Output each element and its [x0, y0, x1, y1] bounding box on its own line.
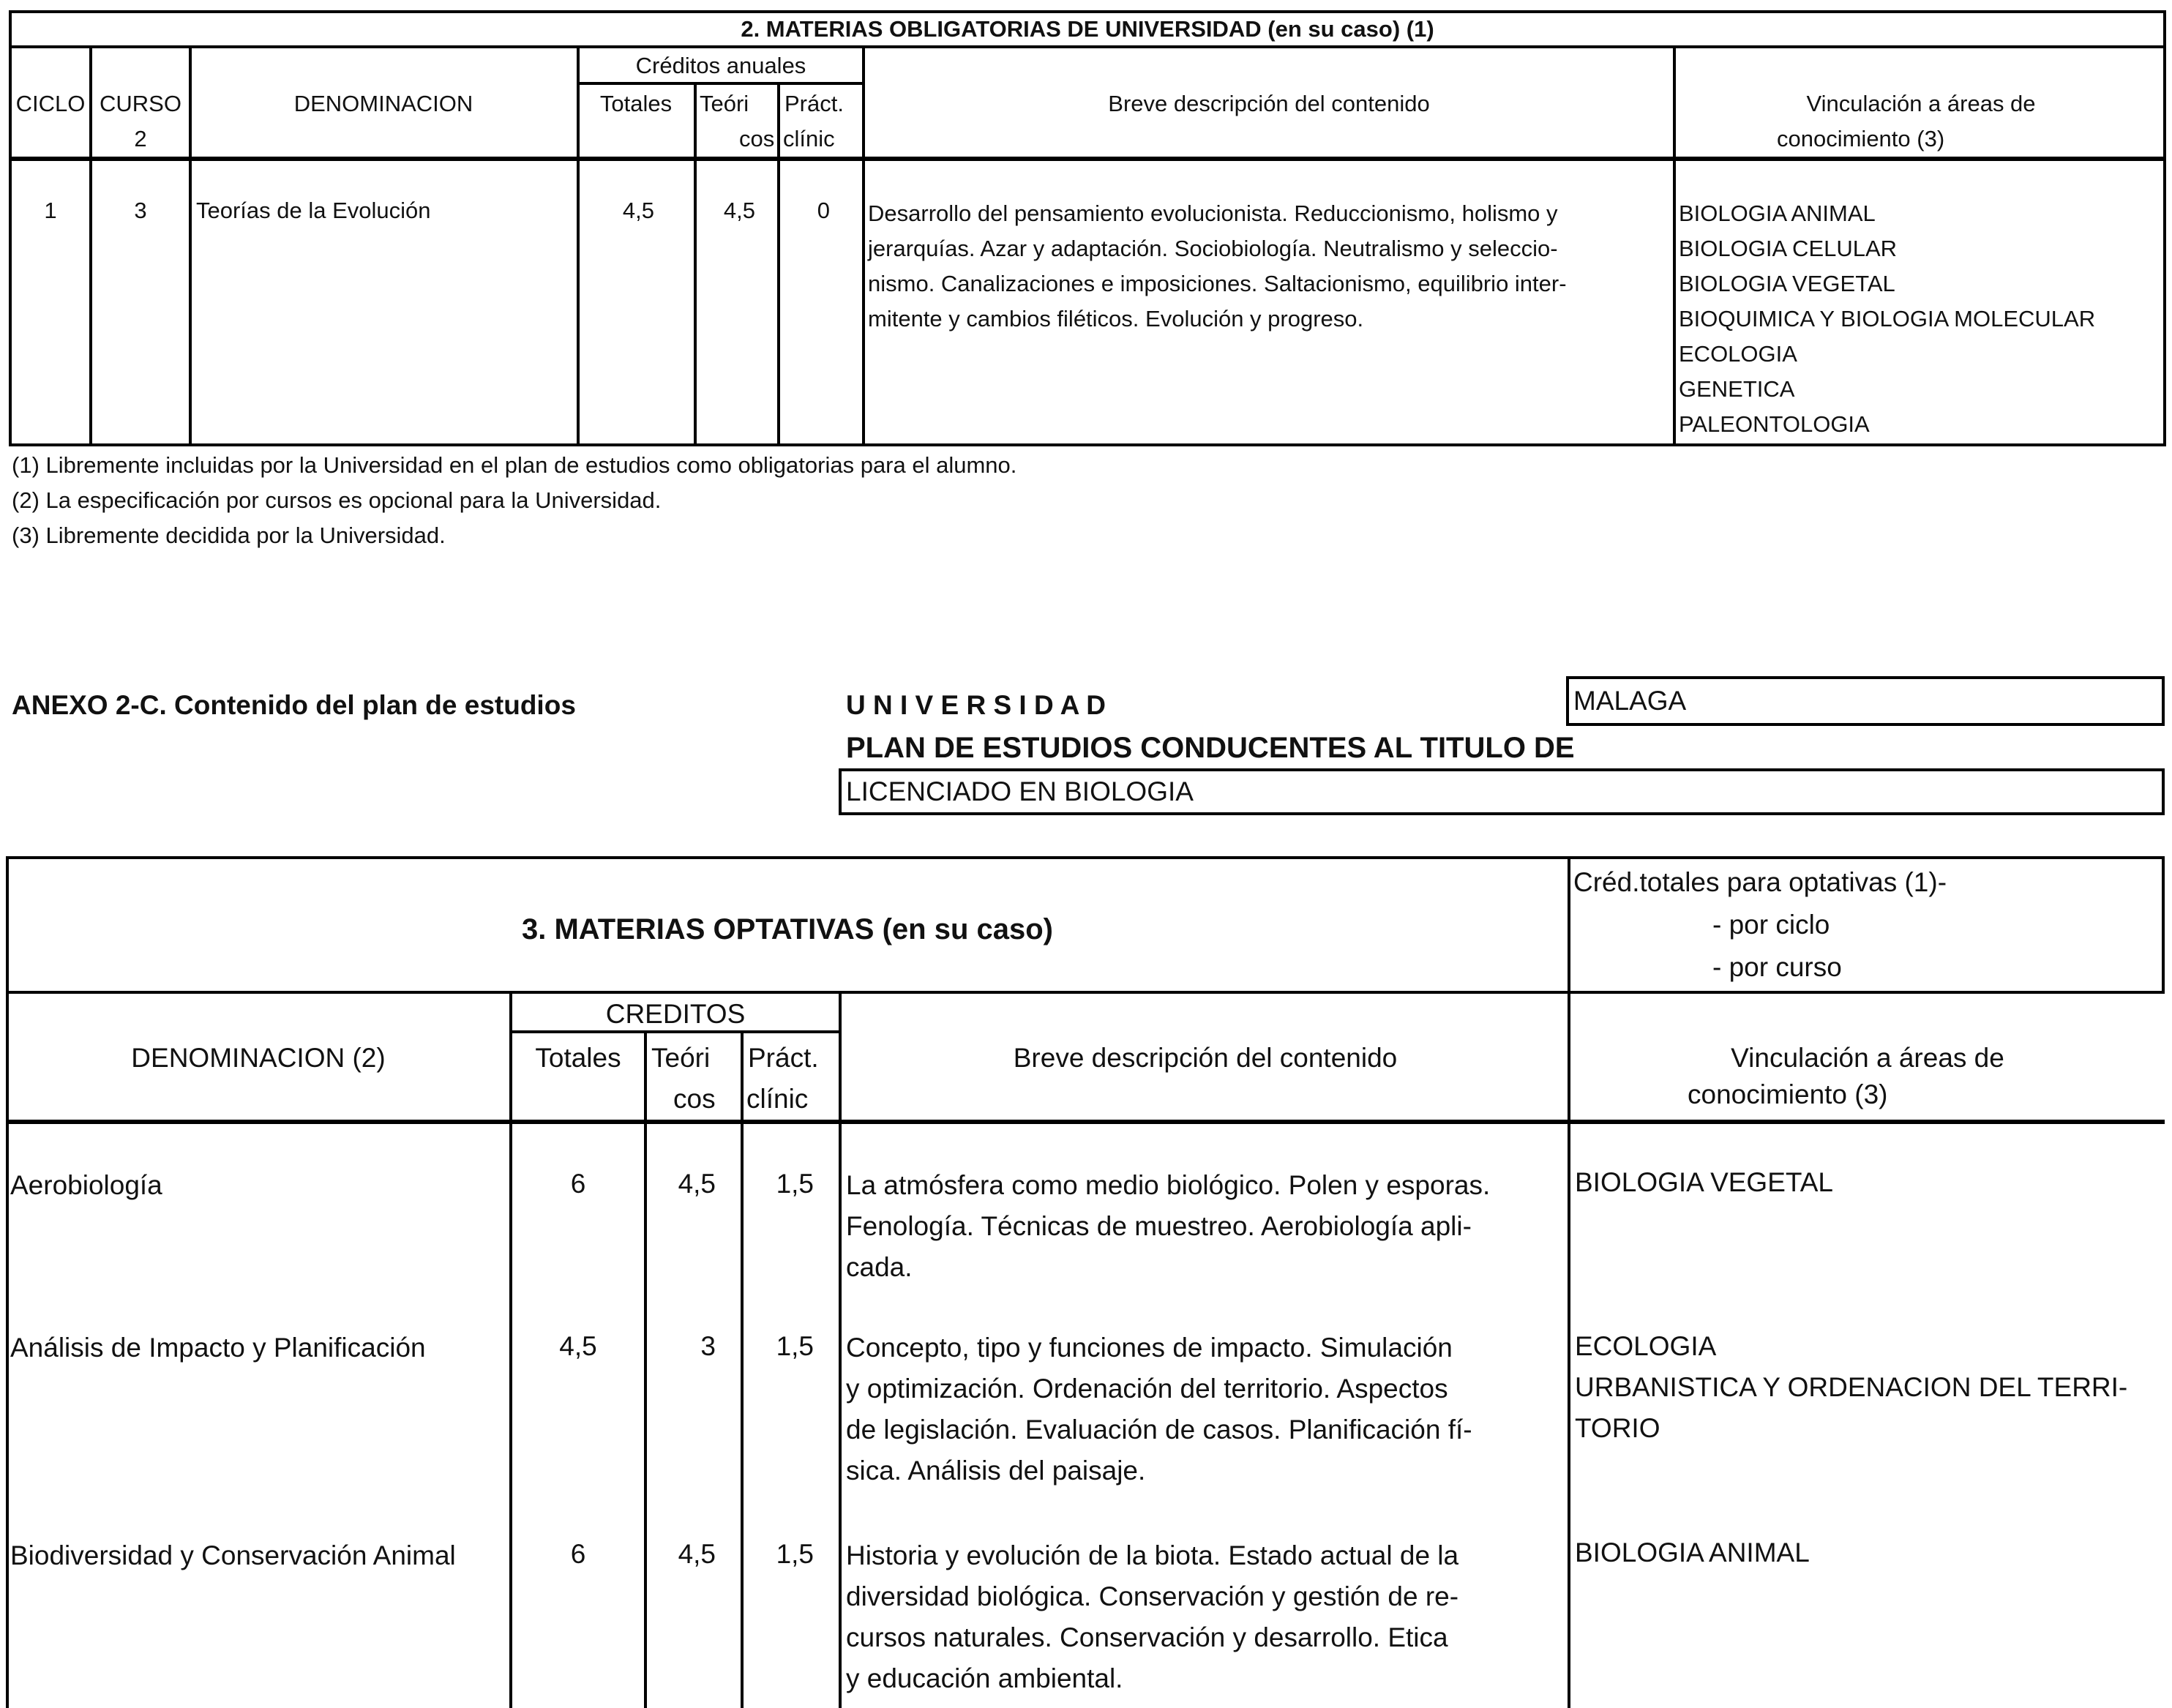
header-vinculacion: Vinculación a áreas de: [1731, 1043, 2004, 1073]
divider: [694, 82, 697, 445]
header-teori: Teóri: [700, 91, 749, 116]
cell-totales: 6: [570, 1169, 586, 1199]
header-clinic: clínic: [746, 1084, 809, 1114]
cell-practicos: 1,5: [776, 1539, 814, 1569]
cell-ciclo: 1: [44, 198, 57, 223]
header-curso-note: 2: [134, 126, 147, 151]
cell-practicos: 1,5: [776, 1331, 814, 1361]
description-line: Historia y evolución de la biota. Estado actual de la: [846, 1540, 1459, 1570]
plan-label: PLAN DE ESTUDIOS CONDUCENTES AL TITULO DE: [846, 732, 1575, 764]
divider: [839, 991, 842, 1708]
header-creditos: Créditos anuales: [635, 53, 806, 78]
cell-curso: 3: [134, 198, 147, 223]
titulo-value: LICENCIADO EN BIOLOGIA: [846, 776, 1194, 806]
footnotes: [12, 448, 1016, 553]
cell-teoricos: 4,5: [678, 1539, 716, 1569]
area-item: TORIO: [1575, 1413, 1660, 1443]
area-item: ECOLOGIA: [1679, 341, 1797, 367]
divider: [6, 856, 9, 1708]
cell-totales: 6: [570, 1539, 586, 1569]
universidad-field: [1566, 676, 2165, 726]
section2-title: 2. MATERIAS OBLIGATORIAS DE UNIVERSIDAD (en su caso) (1): [741, 16, 1434, 42]
divider: [2162, 856, 2165, 994]
por-curso-label: - por curso: [1712, 952, 1842, 982]
divider: [644, 1030, 647, 1708]
description-line: sica. Análisis del paisaje.: [846, 1456, 1146, 1486]
cell-denominacion: Biodiversidad y Conservación Animal: [10, 1540, 456, 1570]
header-cos: cos: [739, 126, 775, 151]
cred-totales-label: Créd.totales para optativas (1)-: [1573, 867, 1947, 897]
header-totales: Totales: [599, 91, 673, 116]
header-descripcion: Breve descripción del contenido: [1108, 91, 1430, 116]
header-vinculacion: Vinculación a áreas de: [1806, 91, 2036, 116]
description-line: La atmósfera como medio biológico. Polen y esporas.: [846, 1170, 1491, 1200]
cell-descripcion: [846, 1535, 1458, 1699]
cell-totales: 4,5: [559, 1331, 597, 1361]
header-descripcion: Breve descripción del contenido: [1013, 1043, 1398, 1073]
cell-teoricos: 4,5: [723, 198, 755, 223]
universidad-label: U N I V E R S I D A D: [846, 690, 1106, 720]
footnote: (1) Libremente incluidas por la Universidad en el plan de estudios como obligatorias para el alumno.: [12, 452, 1017, 478]
description-line: diversidad biológica. Conservación y gestión de re-: [846, 1581, 1459, 1611]
cell-denominacion: Teorías de la Evolución: [196, 198, 431, 223]
divider: [9, 157, 2166, 161]
area-item: BIOLOGIA ANIMAL: [1575, 1537, 1810, 1567]
cell-areas: [1575, 1532, 1810, 1573]
por-ciclo-label: - por ciclo: [1712, 910, 1830, 940]
header-pract: Práct.: [784, 91, 844, 116]
cell-denominacion: Análisis de Impacto y Planificación: [10, 1333, 426, 1363]
titulo-field: [839, 768, 2165, 815]
header-clinic: clínic: [783, 126, 835, 151]
header-creditos: CREDITOS: [605, 999, 746, 1029]
description-line: mitente y cambios filéticos. Evolución y progreso.: [868, 306, 1364, 332]
cell-descripcion: [846, 1165, 1490, 1288]
area-item: ECOLOGIA: [1575, 1331, 1717, 1361]
description-line: Desarrollo del pensamiento evolucionista. Reduccionismo, holismo y: [868, 201, 1558, 226]
header-denominacion: DENOMINACION: [293, 91, 473, 116]
area-item: URBANISTICA Y ORDENACION DEL TERRI-: [1575, 1372, 2128, 1402]
description-line: Concepto, tipo y funciones de impacto. Simulación: [846, 1333, 1453, 1363]
cell-practicos: 0: [817, 198, 830, 223]
description-line: y optimización. Ordenación del territorio. Aspectos: [846, 1374, 1448, 1404]
description-line: cursos naturales. Conservación y desarrollo. Etica: [846, 1622, 1448, 1652]
cell-teoricos: 3: [700, 1331, 716, 1361]
header-curso: CURSO: [100, 91, 181, 116]
universidad-value: MALAGA: [1573, 686, 1687, 716]
anexo-title: ANEXO 2-C. Contenido del plan de estudios: [12, 690, 576, 720]
area-item: BIOLOGIA VEGETAL: [1679, 271, 1895, 296]
divider: [741, 1030, 744, 1708]
header-totales: Totales: [535, 1043, 621, 1073]
cell-areas: [1575, 1326, 2165, 1449]
divider: [1568, 856, 1570, 1708]
description-line: cada.: [846, 1252, 913, 1282]
area-item: GENETICA: [1679, 376, 1795, 402]
header-denominacion: DENOMINACION (2): [131, 1043, 386, 1073]
description-line: de legislación. Evaluación de casos. Planificación fí-: [846, 1415, 1472, 1445]
description-line: Fenología. Técnicas de muestreo. Aerobiología apli-: [846, 1211, 1472, 1241]
footnote: (3) Libremente decidida por la Universidad.: [12, 522, 446, 548]
area-item: BIOQUIMICA Y BIOLOGIA MOLECULAR: [1679, 306, 2096, 332]
divider: [6, 1120, 2165, 1124]
area-item: BIOLOGIA ANIMAL: [1679, 201, 1876, 226]
cell-denominacion: Aerobiología: [10, 1170, 162, 1200]
description-line: nismo. Canalizaciones e imposiciones. Saltacionismo, equilibrio inter-: [868, 271, 1567, 296]
cell-totales: 4,5: [622, 198, 654, 223]
header-conocimiento: conocimiento (3): [1777, 126, 1945, 151]
divider: [6, 856, 2165, 859]
cell-descripcion: [846, 1327, 1472, 1491]
area-item: BIOLOGIA VEGETAL: [1575, 1167, 1833, 1197]
header-conocimiento: conocimiento (3): [1688, 1079, 1888, 1109]
cell-areas: [1575, 1162, 1833, 1203]
area-item: PALEONTOLOGIA: [1679, 411, 1870, 437]
cell-areas: [1679, 196, 2095, 442]
header-pract: Práct.: [748, 1043, 819, 1073]
divider: [777, 82, 780, 445]
section3-title: 3. MATERIAS OPTATIVAS (en su caso): [521, 913, 1053, 945]
header-teori: Teóri: [651, 1043, 711, 1073]
cell-descripcion: [868, 196, 1567, 337]
footnote: (2) La especificación por cursos es opcional para la Universidad.: [12, 487, 662, 513]
description-line: jerarquías. Azar y adaptación. Sociobiología. Neutralismo y seleccio-: [868, 236, 1558, 261]
cell-practicos: 1,5: [776, 1169, 814, 1199]
area-item: BIOLOGIA CELULAR: [1679, 236, 1898, 261]
description-line: y educación ambiental.: [846, 1663, 1123, 1693]
header-ciclo: CICLO: [15, 91, 86, 116]
cell-teoricos: 4,5: [678, 1169, 716, 1199]
header-cos: cos: [673, 1084, 716, 1114]
divider: [6, 991, 2165, 994]
